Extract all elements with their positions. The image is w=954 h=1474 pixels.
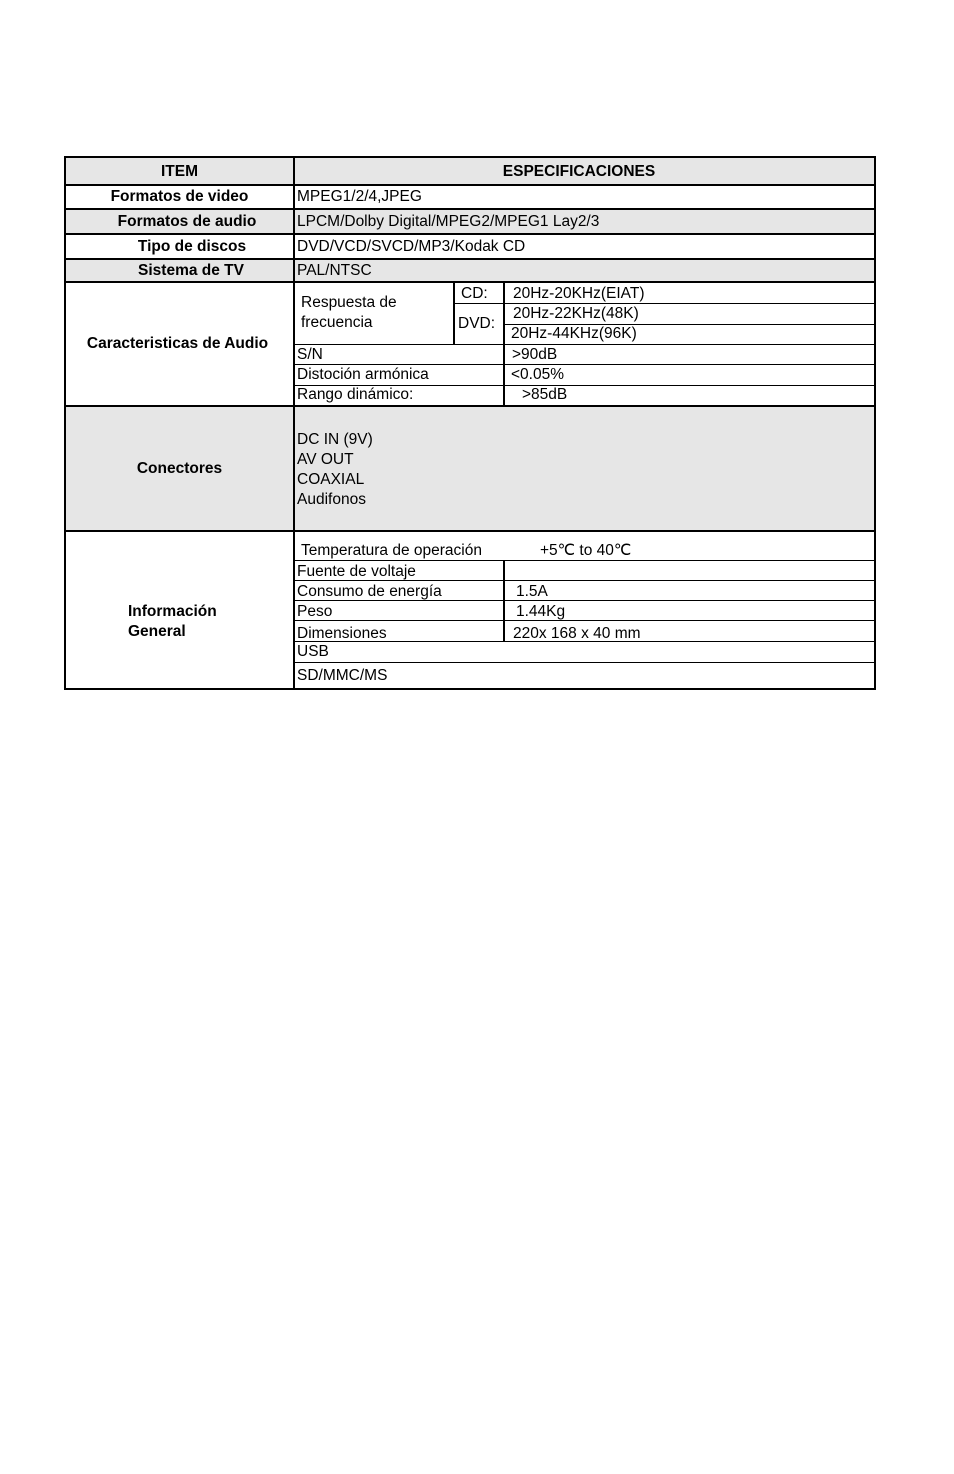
dimensions-label: Dimensiones: [297, 625, 387, 642]
subgrid-divider: [453, 282, 455, 344]
freq-response-label-line2: frecuencia: [301, 314, 373, 331]
sn-value: >90dB: [512, 346, 558, 363]
row-divider: [66, 530, 874, 532]
power-supply-label: Fuente de voltaje: [297, 563, 416, 580]
row-divider: [66, 208, 874, 210]
header-item: ITEM: [160, 163, 199, 180]
cd-value: 20Hz-20KHz(EIAT): [513, 285, 645, 302]
cd-label: CD:: [461, 285, 488, 302]
subgrid-line: [294, 560, 874, 561]
subgrid-line: [294, 364, 874, 365]
dimensions-value: 220x 168 x 40 mm: [513, 625, 641, 642]
subgrid-line: [294, 344, 874, 345]
video-formats-value: MPEG1/2/4,JPEG: [297, 188, 422, 205]
usb-row: USB: [297, 643, 329, 660]
connector-coaxial: COAXIAL: [297, 471, 365, 488]
freq-response-label-line1: Respuesta de: [301, 294, 397, 311]
dvd-value-96k: 20Hz-44KHz(96K): [511, 325, 637, 342]
sn-label: S/N: [297, 346, 323, 363]
general-info-label-line1: Información: [128, 603, 217, 620]
tv-system-value: PAL/NTSC: [297, 262, 372, 279]
distortion-value: <0.05%: [511, 366, 565, 383]
header-specifications: ESPECIFICACIONES: [502, 163, 656, 180]
weight-label: Peso: [297, 603, 333, 620]
dynamic-range-value: >85dB: [522, 386, 568, 403]
disc-type-value: DVD/VCD/SVCD/MP3/Kodak CD: [297, 238, 526, 255]
connector-headphones: Audifonos: [297, 491, 366, 508]
temperature-label: Temperatura de operación: [301, 542, 482, 559]
dynamic-range-label: Rango dinámico:: [297, 386, 414, 403]
dvd-value-48k: 20Hz-22KHz(48K): [513, 305, 639, 322]
power-consumption-label: Consumo de energía: [297, 583, 442, 600]
general-info-label-line2: General: [128, 623, 186, 640]
subgrid-divider: [503, 560, 505, 642]
disc-type-label: Tipo de discos: [137, 238, 247, 255]
connectors-label: Conectores: [136, 460, 223, 477]
tv-system-label: Sistema de TV: [138, 262, 244, 279]
specifications-table: [64, 156, 876, 690]
row-divider: [66, 281, 874, 283]
power-consumption-value: 1.5A: [516, 583, 548, 600]
distortion-label: Distoción armónica: [297, 366, 429, 383]
card-slot-row: SD/MMC/MS: [297, 667, 388, 684]
subgrid-line: [294, 620, 874, 621]
dvd-label: DVD:: [458, 315, 496, 332]
row-divider: [66, 258, 874, 260]
row-divider: [66, 405, 874, 407]
row-divider: [66, 184, 874, 186]
subgrid-line: [294, 662, 874, 663]
temperature-value: +5℃ to 40℃: [540, 542, 632, 559]
connector-dc-in: DC IN (9V): [297, 431, 373, 448]
subgrid-line: [454, 303, 874, 304]
audio-formats-value: LPCM/Dolby Digital/MPEG2/MPEG1 Lay2/3: [297, 213, 600, 230]
video-formats-label: Formatos de video: [110, 188, 249, 205]
audio-features-label: Caracteristicas de Audio: [86, 335, 269, 352]
audio-formats-label: Formatos de audio: [117, 213, 257, 230]
connector-av-out: AV OUT: [297, 451, 354, 468]
row-divider: [66, 233, 874, 235]
weight-value: 1.44Kg: [516, 603, 566, 620]
